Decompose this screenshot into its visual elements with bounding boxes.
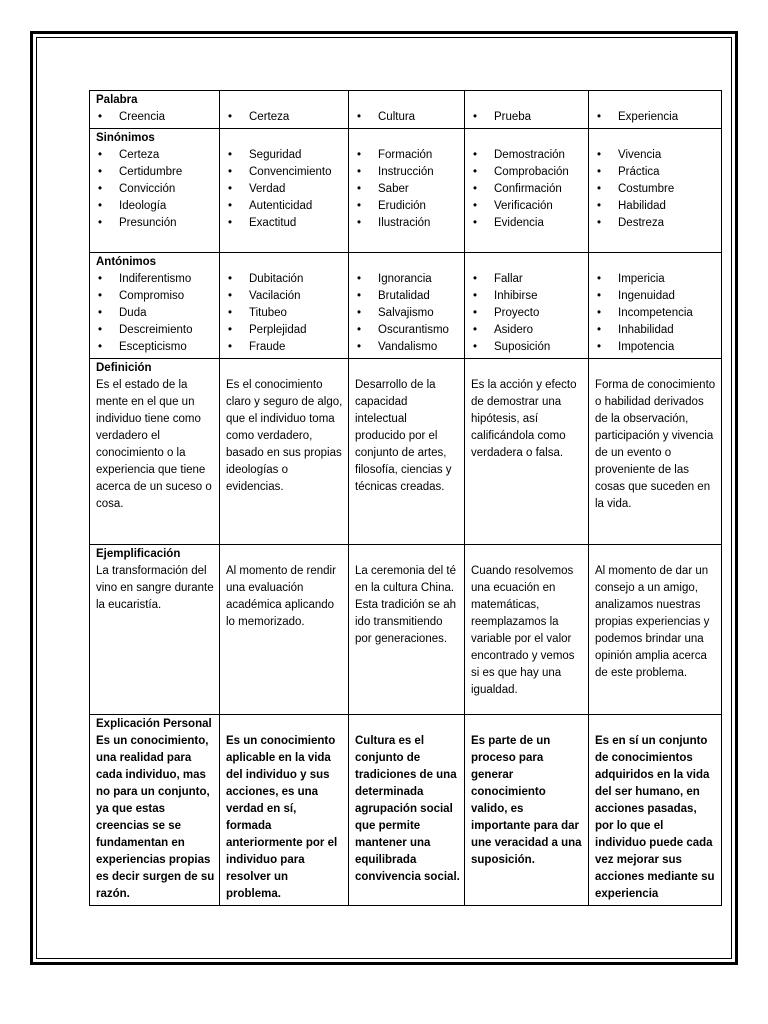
explanation-text: Es un conocimiento, una realidad para cada individuo, mas no para un conjunto, ya que estas creencias se se fundamentan en experiencias propias es decir surgen de su razón.	[96, 735, 215, 900]
synonym-item: • Verdad	[226, 181, 344, 198]
synonym-item: • Instrucción	[355, 164, 460, 181]
synonym-item: • Convencimiento	[226, 164, 344, 181]
antonym-item: • Perplejidad	[226, 322, 344, 339]
explanation-text: Es en sí un conjunto de conocimientos adquiridos en la vida del ser humano, en acciones pasadas, por lo que el individuo puede cada vez mejorar sus acciones mediante su experiencia	[595, 735, 715, 900]
section-title-explicacion: Explicación Personal	[96, 718, 212, 730]
cell-sinonimos-0	[90, 129, 220, 253]
antonym-item: • Vandalismo	[355, 339, 460, 356]
cell-ejemplificacion-4	[589, 545, 722, 715]
definition-text: Es la acción y efecto de demostrar una hipótesis, así calificándola como verdadera o falsa.	[471, 379, 577, 459]
synonym-item: • Certeza	[96, 147, 215, 164]
antonym-item: • Oscurantismo	[355, 322, 460, 339]
synonym-item: • Vivencia	[595, 147, 717, 164]
synonym-item: • Comprobación	[471, 164, 584, 181]
cell-explicacion-4	[589, 715, 722, 906]
antonym-item: • Ingenuidad	[595, 288, 717, 305]
antonym-item: • Inhabilidad	[595, 322, 717, 339]
synonym-item: • Confirmación	[471, 181, 584, 198]
antonym-item: • Brutalidad	[355, 288, 460, 305]
cell-definicion-2	[349, 359, 465, 545]
antonym-item: • Impericia	[595, 271, 717, 288]
word-item: • Experiencia	[595, 109, 717, 126]
synonym-item: • Práctica	[595, 164, 717, 181]
section-title-palabra: Palabra	[96, 94, 138, 106]
antonym-item: • Vacilación	[226, 288, 344, 305]
definition-text: Es el conocimiento claro y seguro de algo, que el individuo toma como verdadero, basado en sus propias ideologías o evidencias.	[226, 379, 343, 493]
synonym-item: • Destreza	[595, 215, 717, 232]
definition-text: Desarrollo de la capacidad intelectual producido por el conjunto de artes, filosofía, ciencias y técnicas creadas.	[355, 379, 452, 493]
cell-definicion-4	[589, 359, 722, 545]
antonym-item: • Dubitación	[226, 271, 344, 288]
synonym-item: • Costumbre	[595, 181, 717, 198]
cell-explicacion-0	[90, 715, 220, 906]
row-explicacion	[90, 715, 722, 906]
cell-explicacion-2	[349, 715, 465, 906]
antonym-item: • Compromiso	[96, 288, 215, 305]
synonym-item: • Certidumbre	[96, 164, 215, 181]
example-text: La transformación del vino en sangre durante la eucaristía.	[96, 565, 214, 611]
cell-antonimos-3	[465, 253, 589, 359]
antonym-item: • Asidero	[471, 322, 584, 339]
example-text: La ceremonia del té en la cultura China. Esta tradición se ah ido transmitiendo por generaciones.	[355, 565, 457, 645]
section-title-ejemplificacion: Ejemplificación	[96, 548, 181, 560]
concept-table	[89, 90, 722, 906]
cell-sinonimos-4	[589, 129, 722, 253]
cell-palabra-1	[220, 91, 349, 129]
cell-antonimos-1	[220, 253, 349, 359]
word-item: • Prueba	[471, 109, 584, 126]
synonym-item: • Demostración	[471, 147, 584, 164]
section-title-definicion: Definición	[96, 362, 152, 374]
synonym-item: • Habilidad	[595, 198, 717, 215]
antonym-item: • Suposición	[471, 339, 584, 356]
explanation-text: Es parte de un proceso para generar conocimiento valido, es importante para dar une veracidad a una suposición.	[471, 735, 582, 866]
explanation-text: Cultura es el conjunto de tradiciones de una determinada agrupación social que permite mantener una equilibrada convivencia social.	[355, 735, 460, 883]
antonym-item: • Fallar	[471, 271, 584, 288]
antonym-item: • Duda	[96, 305, 215, 322]
row-sinonimos	[90, 129, 722, 253]
row-definicion	[90, 359, 722, 545]
cell-definicion-1	[220, 359, 349, 545]
antonym-item: • Escepticismo	[96, 339, 215, 356]
cell-sinonimos-1	[220, 129, 349, 253]
synonym-item: • Erudición	[355, 198, 460, 215]
row-palabra	[90, 91, 722, 129]
word-item: • Cultura	[355, 109, 460, 126]
row-antonimos	[90, 253, 722, 359]
antonym-item: • Fraude	[226, 339, 344, 356]
synonym-item: • Ilustración	[355, 215, 460, 232]
word-item: • Certeza	[226, 109, 344, 126]
row-ejemplificacion	[90, 545, 722, 715]
cell-ejemplificacion-2	[349, 545, 465, 715]
cell-antonimos-0	[90, 253, 220, 359]
definition-text: Es el estado de la mente en el que un individuo tiene como verdadero el conocimiento o la experiencia que tiene acerca de un suceso o cosa.	[96, 379, 212, 510]
example-text: Cuando resolvemos una ecuación en matemáticas, reemplazamos la variable por el valor encontrado y vemos si es que hay una igualdad.	[471, 565, 575, 696]
cell-explicacion-1	[220, 715, 349, 906]
cell-palabra-3	[465, 91, 589, 129]
cell-sinonimos-3	[465, 129, 589, 253]
explanation-text: Es un conocimiento aplicable en la vida del individuo y sus acciones, es una verdad en sí, formada anteriormente por el individuo para resolver un problema.	[226, 735, 338, 900]
synonym-item: • Saber	[355, 181, 460, 198]
cell-ejemplificacion-1	[220, 545, 349, 715]
example-text: Al momento de dar un consejo a un amigo, analizamos nuestras propias experiencias y podemos brindar una opinión amplia acerca de este problema.	[595, 565, 710, 679]
cell-palabra-4	[589, 91, 722, 129]
cell-antonimos-2	[349, 253, 465, 359]
synonym-item: • Exactitud	[226, 215, 344, 232]
cell-definicion-0	[90, 359, 220, 545]
cell-antonimos-4	[589, 253, 722, 359]
cell-sinonimos-2	[349, 129, 465, 253]
cell-ejemplificacion-0	[90, 545, 220, 715]
antonym-item: • Proyecto	[471, 305, 584, 322]
definition-text: Forma de conocimiento o habilidad derivados de la observación, participación y vivencia de un evento o proveniente de las cosas que suceden en la vida.	[595, 379, 716, 510]
synonym-item: • Autenticidad	[226, 198, 344, 215]
section-title-sinonimos: Sinónimos	[96, 132, 155, 144]
antonym-item: • Indiferentismo	[96, 271, 215, 288]
synonym-item: • Verificación	[471, 198, 584, 215]
synonym-item: • Presunción	[96, 215, 215, 232]
antonym-item: • Ignorancia	[355, 271, 460, 288]
antonym-item: • Titubeo	[226, 305, 344, 322]
synonym-item: • Convicción	[96, 181, 215, 198]
section-title-antonimos: Antónimos	[96, 256, 157, 268]
antonym-item: • Salvajismo	[355, 305, 460, 322]
antonym-item: • Incompetencia	[595, 305, 717, 322]
example-text: Al momento de rendir una evaluación académica aplicando lo memorizado.	[226, 565, 336, 628]
cell-explicacion-3	[465, 715, 589, 906]
word-item: • Creencia	[96, 109, 215, 126]
cell-palabra-2	[349, 91, 465, 129]
cell-palabra-0	[90, 91, 220, 129]
cell-definicion-3	[465, 359, 589, 545]
synonym-item: • Seguridad	[226, 147, 344, 164]
synonym-item: • Ideología	[96, 198, 215, 215]
cell-ejemplificacion-3	[465, 545, 589, 715]
antonym-item: • Impotencia	[595, 339, 717, 356]
synonym-item: • Evidencia	[471, 215, 584, 232]
synonym-item: • Formación	[355, 147, 460, 164]
antonym-item: • Descreimiento	[96, 322, 215, 339]
antonym-item: • Inhibirse	[471, 288, 584, 305]
